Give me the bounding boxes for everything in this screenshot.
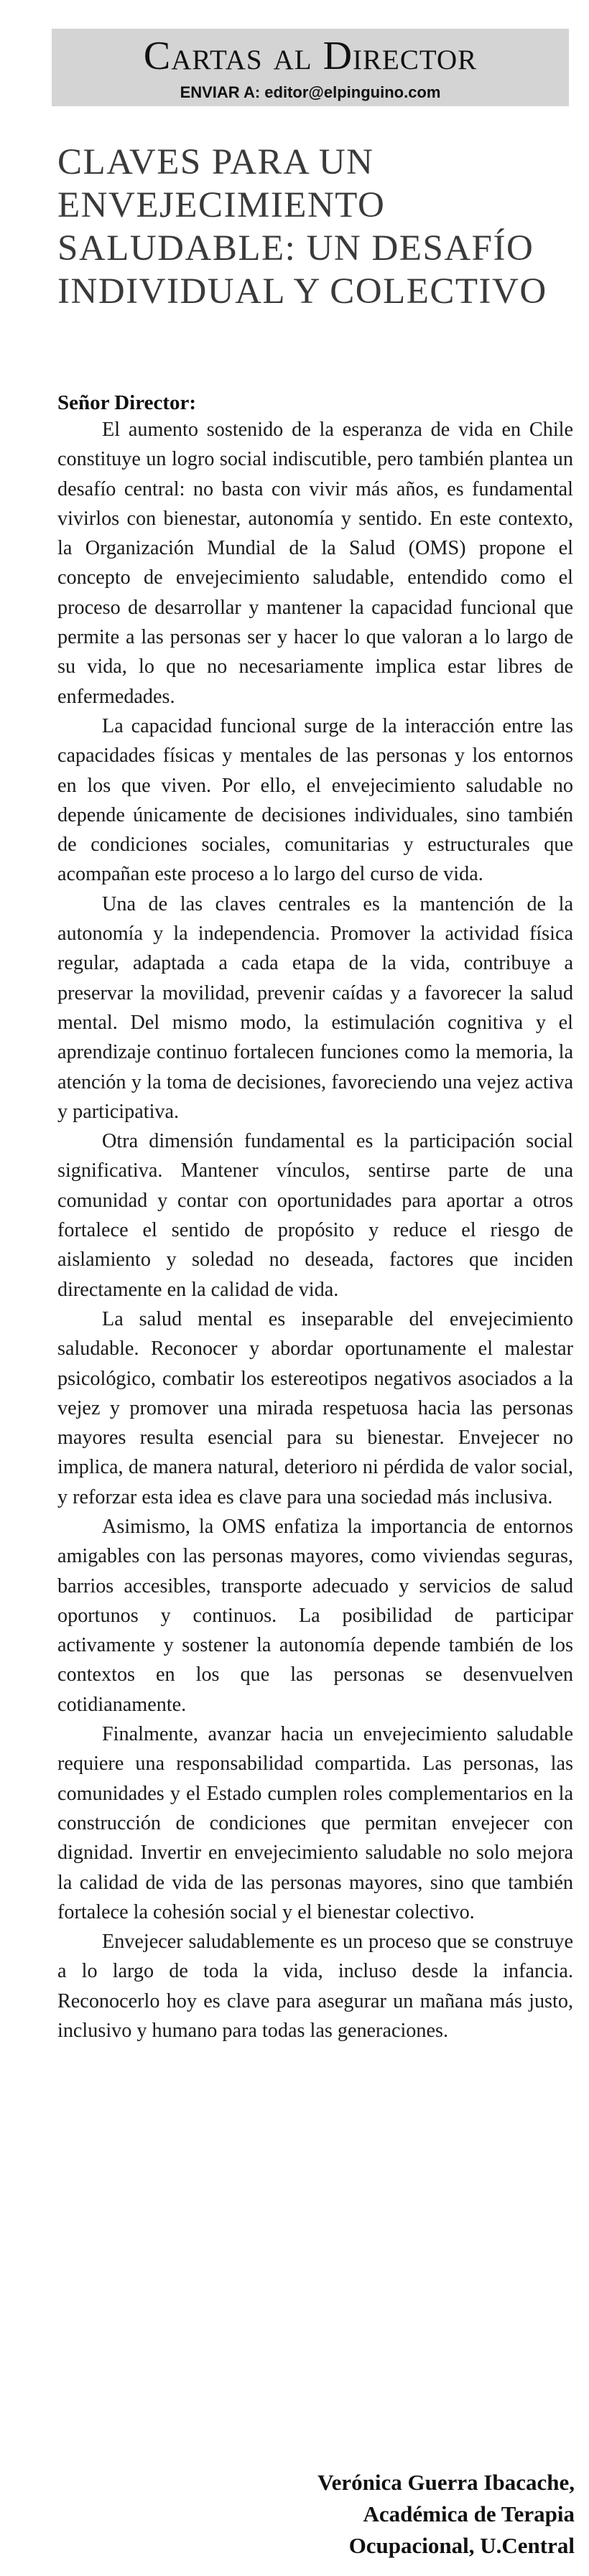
letter-body [57,415,573,2045]
author-affiliation: Ocupacional, U.Central [348,2533,575,2558]
submission-email: ENVIAR A: editor@elpinguino.com [180,83,441,101]
section-header [52,29,569,106]
body-paragraph: La salud mental es inseparable del envejecimiento saludable. Reconocer y abordar oportunamente el malestar psicológico, combatir los estereotipos negativos asociados a la vejez y promover una mirada respetuosa hacia las personas mayores resulta esencial para su bienestar. Envejecer no implica, de manera natural, deterioro ni pérdida de valor social, y reforzar esta idea es clave para una sociedad más inclusiva. [57,1307,573,1508]
section-title: Cartas al Director [143,34,478,78]
body-paragraph: Envejecer saludablemente es un proceso que se construye a lo largo de toda la vida, incluso desde la infancia. Reconocerlo hoy es clave para asegurar un mañana más justo, inclusivo y humano para todas las generaciones. [57,1931,573,2043]
body-paragraph: La capacidad funcional surge de la interacción entre las capacidades físicas y mentales de las personas y los entornos en los que viven. Por ello, el envejecimiento saludable no depende únicamente de decisiones individuales, sino también de condiciones sociales, comunitarias y estructurales que acompañan este proceso a lo largo del curso de vida. [57,714,573,886]
signature-block [317,2467,575,2562]
body-paragraph: El aumento sostenido de la esperanza de vida en Chile constituye un logro social indiscutible, pero también plantea un desafío central: no basta con vivir más años, es fundamental vivirlos con bienestar, autonomía y sentido. En este contexto, la Organización Mundial de la Salud (OMS) propone el concepto de envejecimiento saludable, entendido como el proceso de desarrollar y mantener la capacidad funcional que permite a las personas ser y hacer lo que valoran a lo largo de su vida, lo que no necesariamente implica estar libres de enfermedades. [57,419,573,708]
body-paragraph: Una de las claves centrales es la mantención de la autonomía y la independencia. Promover la actividad física regular, adaptada a cada etapa de la vida, contribuye a preservar la movilidad, prevenir caídas y a favorecer la salud mental. Del mismo modo, la estimulación cognitiva y el aprendizaje continuo fortalecen funciones como la memoria, la atención y la toma de decisiones, favoreciendo una vejez activa y participativa. [57,892,573,1123]
author-name: Verónica Guerra Ibacache, [317,2470,575,2495]
body-paragraph: Asimismo, la OMS enfatiza la importancia de entornos amigables con las personas mayores, como viviendas seguras, barrios accesibles, transporte adecuado y servicios de salud oportunos y continuos. La posibilidad de participar activamente y sostener la autonomía depende también de los contextos en los que las personas se desenvuelven cotidianamente. [57,1515,573,1716]
body-paragraph: Finalmente, avanzar hacia un envejecimiento saludable requiere una responsabilidad compartida. Las personas, las comunidades y el Estado cumplen roles complementarios en la construcción de condiciones que permitan envejecer con dignidad. Invertir en envejecimiento saludable no solo mejora la calidad de vida de las personas mayores, sino que también fortalece la cohesión social y el bienestar colectivo. [57,1723,573,1923]
body-paragraph: Otra dimensión fundamental es la participación social significativa. Mantener vínculos, sentirse parte de una comunidad y contar con oportunidades para aportar a otros fortalece el sentido de propósito y reduce el riesgo de aislamiento y soledad no deseada, factores que inciden directamente en la calidad de vida. [57,1130,573,1301]
letter-headline: CLAVES PARA UN ENVEJECIMIENTO SALUDABLE: UN DESAFÍO INDIVIDUAL Y COLECTIVO [57,142,547,312]
salutation: Señor Director: [57,391,197,414]
author-title: Académica de Terapia [363,2501,575,2526]
